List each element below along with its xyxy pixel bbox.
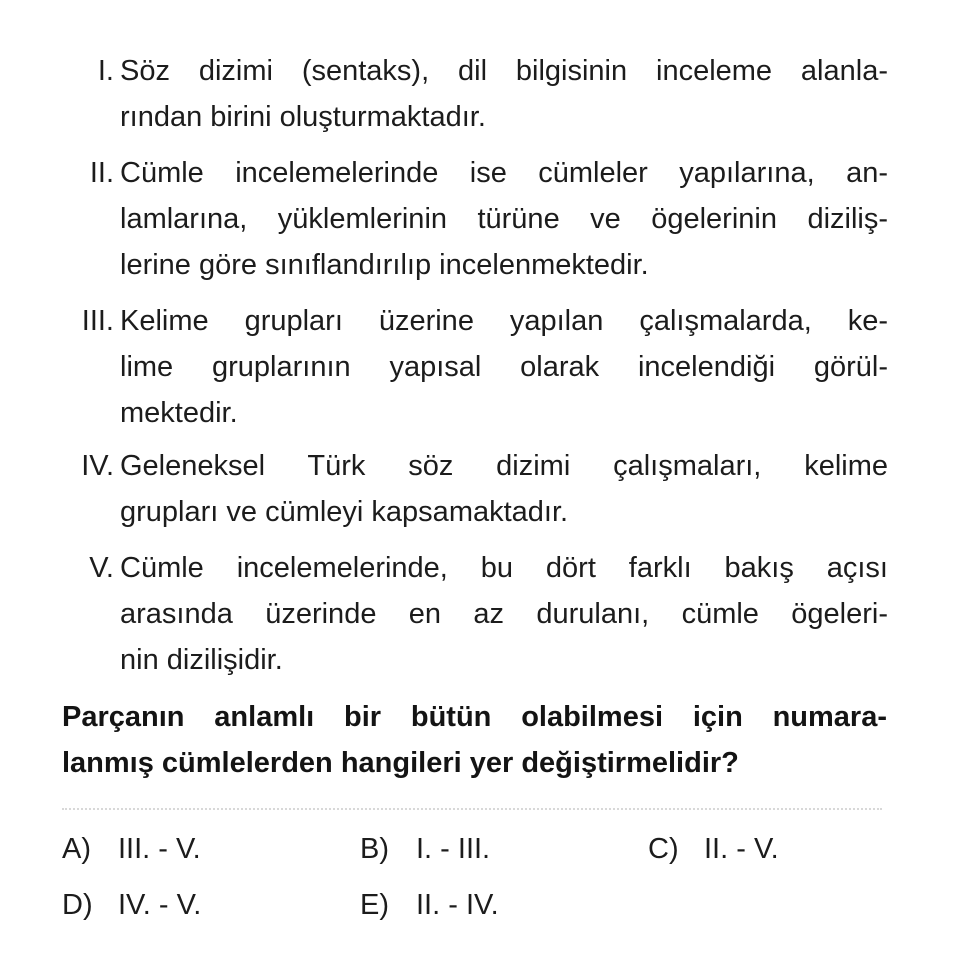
statement-text [120, 545, 888, 683]
question-line: lanmış cümlelerden hangileri yer değiştirmelidir? [62, 747, 739, 779]
statement-text [120, 150, 888, 288]
statement-line: Kelime grupları üzerine yapılan çalışmalarda, ke- [120, 305, 888, 337]
statement-line: Söz dizimi (sentaks), dil bilgisinin inceleme alanla- [120, 55, 888, 87]
choice-c[interactable] [648, 826, 779, 872]
statement-line: rından birini oluşturmaktadır. [120, 101, 486, 133]
statement-line: grupları ve cümleyi kapsamaktadır. [120, 496, 569, 528]
choice-e[interactable] [360, 882, 499, 928]
statement-numeral: IV. [81, 450, 114, 482]
statement-line: mektedir. [120, 397, 238, 429]
choice-letter: C) [648, 833, 679, 865]
divider [62, 808, 882, 810]
statement-line: lamlarına, yüklemlerinin türüne ve ögelerinin diziliş- [120, 203, 888, 235]
statement-numeral: III. [81, 305, 114, 337]
statement-numeral: V. [89, 552, 114, 584]
statement-line: Geleneksel Türk söz dizimi çalışmaları, kelime [120, 450, 888, 482]
statement-line: nin dizilişidir. [120, 644, 283, 676]
choice-letter: E) [360, 889, 389, 921]
choice-text: I. - III. [416, 833, 491, 865]
choice-letter: D) [62, 889, 93, 921]
statement-text [120, 298, 888, 436]
statement-numeral: I. [97, 55, 114, 87]
choice-a[interactable] [62, 826, 201, 872]
statement-line: Cümle incelemelerinde ise cümleler yapılarına, an- [120, 157, 888, 189]
statement-line: arasında üzerinde en az durulanı, cümle ögeleri- [120, 598, 888, 630]
choice-text: II. - IV. [416, 889, 499, 921]
choice-text: II. - V. [704, 833, 779, 865]
statement-line: lime gruplarının yapısal olarak incelendiği görül- [120, 351, 888, 383]
choice-text: IV. - V. [118, 889, 202, 921]
choice-letter: A) [62, 833, 91, 865]
choice-d[interactable] [62, 882, 201, 928]
statement-line: lerine göre sınıflandırılıp incelenmektedir. [120, 249, 649, 281]
question-stem [62, 694, 887, 786]
statement-text [120, 48, 888, 140]
choice-text: III. - V. [118, 833, 201, 865]
statement-line: Cümle incelemelerinde, bu dört farklı bakış açısı [120, 552, 888, 584]
choice-letter: B) [360, 833, 389, 865]
question-line: Parçanın anlamlı bir bütün olabilmesi için numara- [62, 701, 887, 733]
choice-b[interactable] [360, 826, 490, 872]
statement-numeral: II. [89, 157, 114, 189]
statement-text [120, 443, 888, 535]
